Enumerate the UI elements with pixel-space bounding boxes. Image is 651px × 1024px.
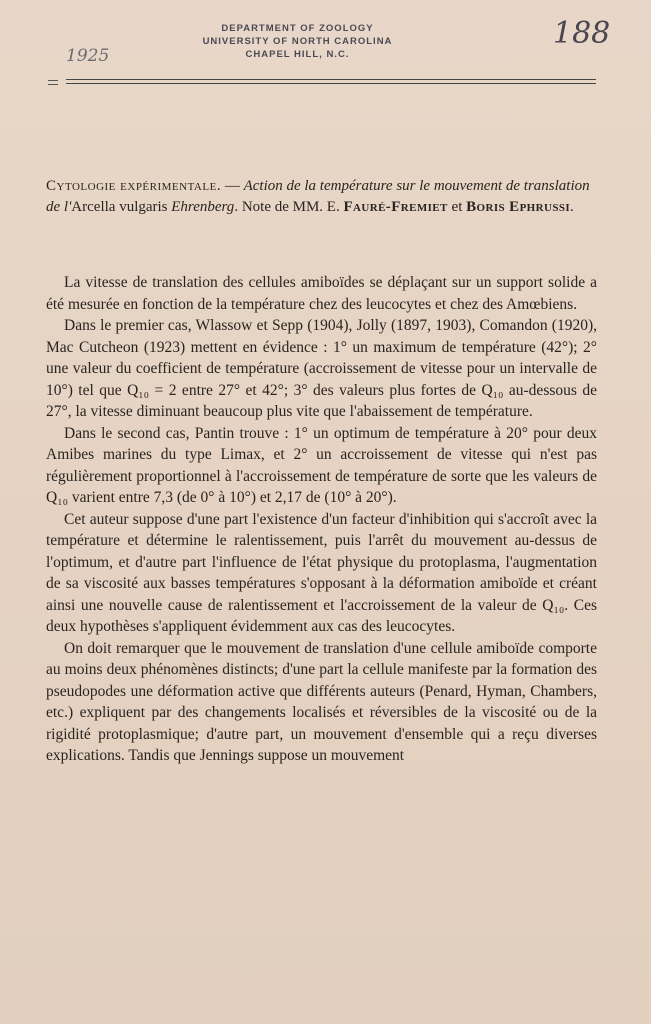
title-italic-part2: de translation de l' (46, 178, 590, 215)
stamp-line-university: UNIVERSITY OF NORTH CAROLINA (202, 36, 393, 47)
title-dash: — (221, 178, 244, 194)
author-ephrussi: Boris Ephrussi (466, 199, 571, 215)
handwritten-year: 1925 (66, 46, 110, 66)
article-body (46, 272, 597, 767)
paragraph-2: Dans le premier cas, Wlassow et Sepp (1904), Jolly (1897, 1903), Comandon (1920), Mac Cutcheon (1923) mettent en évidence : 1° un maximum de température (42°); 2° une valeur du coefficient de température (accroissement de vitesse pour un intervalle de 10°) tel que Q₁₀ = 2 entre 27° et 42°; 3° des valeurs plus fortes de Q₁₀ au-dessous de 27°, la vitesse diminuant beaucoup plus vite que l'abaissement de température. (46, 317, 597, 420)
title-et: et (447, 199, 467, 215)
department-stamp (180, 22, 415, 61)
title-end: . (570, 199, 574, 215)
title-italic-part1: Action de la température sur le mouvement (243, 178, 503, 194)
header-rule-mark (48, 80, 58, 85)
paragraph-5: On doit remarquer que le mouvement de translation d'une cellule amiboïde comporte au moins deux phénomènes distincts; d'une part la cellule manifeste par la formation des pseudopodes une déformation active que différents auteurs (Penard, Hyman, Chambers, etc.) expliquent par des changements localisés et réversibles de la viscosité ou de la rigidité protoplasmique; d'autre part, un mouvement d'ensemble qui a reçu diverses explications. Tandis que Jennings suppose un mouvement (46, 639, 597, 764)
paragraph-4: Cet auteur suppose d'une part l'existence d'un facteur d'inhibition qui s'accroît avec la température et détermine le ralentissement, puis l'arrêt du mouvement au-dessus de l'optimum, et d'autre part l'influence de l'état physique du protoplasma, l'augmentation de sa viscosité aux basses températures s'opposant à la déformation amiboïde et créant ainsi une nouvelle cause de ralentissement et l'accroissement de la valeur de Q₁₀. Ces deux hypothèses s'appliquent évidemment aux cas des leucocytes. (46, 510, 597, 635)
title-note: . Note de MM. E. (234, 199, 340, 215)
title-species: vulgaris (115, 199, 172, 215)
paragraph-3: Dans le second cas, Pantin trouve : 1° un optimum de température à 20° pour deux Amibes marines du type Limax, et 2° un accroissement de vitesse qui n'est pas régulièrement proportionnel à l'accroissement de température de sorte que les valeurs de Q₁₀ varient entre 7,3 (de 0° à 10°) et 2,17 de (10° à 20°). (46, 424, 597, 506)
title-organism: Arcella (71, 199, 116, 215)
stamp-line-department: DEPARTMENT OF ZOOLOGY (221, 23, 374, 34)
paragraph-1: La vitesse de translation des cellules amiboïdes se déplaçant sur un support solide a été mesurée en fonction de la température chez des leucocytes et chez des Amœbiens. (46, 274, 597, 313)
section-label: Cytologie expérimentale. (46, 178, 222, 194)
title-species-author: Ehrenberg (171, 199, 235, 215)
article-title (46, 176, 602, 218)
handwritten-number: 188 (553, 16, 611, 51)
author-faure-fremiet: Fauré-Fremiet (343, 199, 448, 215)
header-double-rule (66, 79, 596, 84)
stamp-line-city: CHAPEL HILL, N.C. (245, 49, 350, 60)
